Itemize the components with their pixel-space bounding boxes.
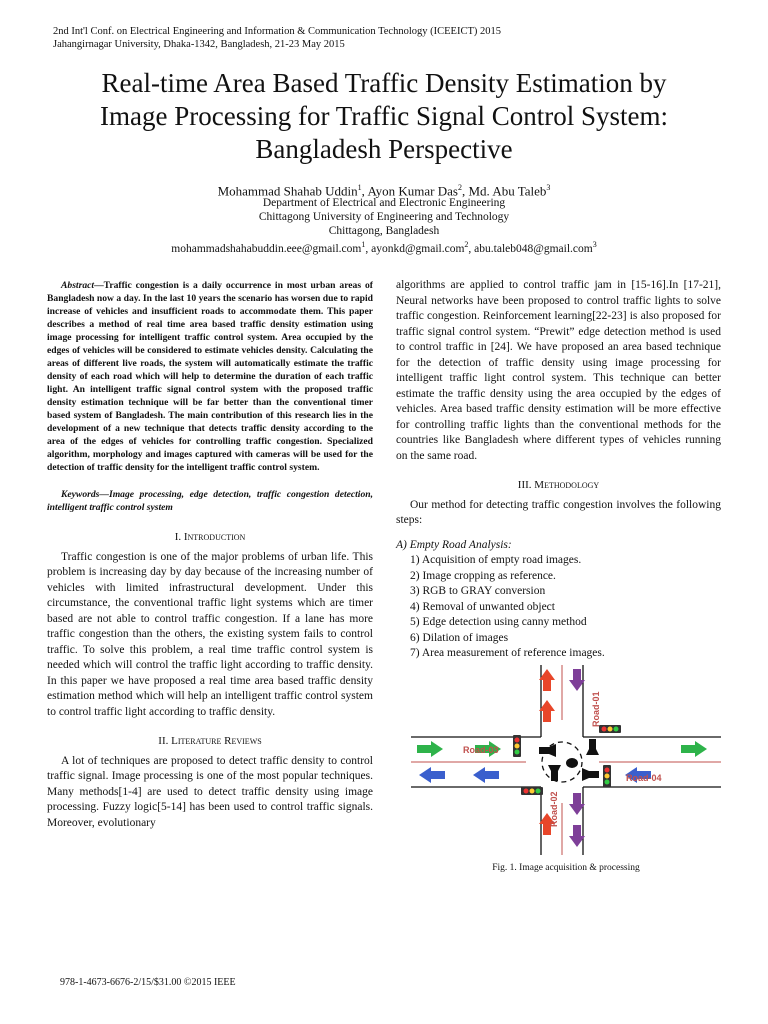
department: Department of Electrical and Electronic Engineering [262,197,506,209]
paper-title [30,67,738,166]
emails: mohammadshahabuddin.eee@gmail.com$^1$, ayonkd@gmail.com$^2$, abu.taleb048@gmail.com$^3$ [171,240,597,255]
email-2-sup: 2 [464,240,469,249]
steps-list [396,553,721,662]
traffic-light-icon [603,765,611,787]
right-column [396,278,721,662]
university: Chittagong University of Engineering and Technology [258,211,510,223]
conference-line-2: Jahangirnagar University, Dhaka-1342, Bangladesh, 21-23 May 2015 [53,39,345,50]
abstract [47,279,373,474]
meth-title: Methodology [534,479,600,491]
email-1: mohammadshahabuddin.eee@gmail.com [171,242,362,255]
affiliation [60,196,708,256]
traffic-light-icon [521,787,543,795]
conference-header [53,25,501,51]
intro-num: I. [174,531,182,543]
subsection-empty-road: A) Empty Road Analysis: [396,538,512,551]
section-heading-methodology [396,478,721,494]
right-arrow-icon [417,741,443,757]
list-item: 3) RGB to GRAY conversion [410,585,546,597]
left-column [47,279,373,831]
traffic-light-icon [513,735,521,757]
literature-paragraph: A lot of techniques are proposed to detect traffic density to control traffic signal. Image processing is one of the most popular techniques. Many methods[1-4] are used to detect traffic density using image processing. Fuzzy logic[5-14] has been used to control traffic signals. Moreover, evolutionary [47,754,373,829]
conference-line-1: 2nd Int'l Conf. on Electrical Engineering and Information & Communication Technology (ICEEICT) 2015 [53,26,501,37]
author-2-sup: 2 [457,183,462,192]
title-line-3: Bangladesh Perspective [255,134,513,164]
author-2: Ayon Kumar Das [367,183,458,199]
intro-title: Introduction [183,531,246,543]
list-item: 2) Image cropping as reference. [410,569,556,582]
road-01-label: Road-01 [591,691,601,727]
left-arrow-icon [473,767,499,783]
keywords [47,488,373,514]
list-item: 6) Dilation of images [410,631,509,644]
author-3-sup: 3 [546,183,551,192]
road-03-label: Road-03 [463,745,499,755]
list-item: 7) Area measurement of reference images. [410,647,605,659]
methodology-paragraph: Our method for detecting traffic congestion involves the following steps: [396,498,721,526]
intersection-figure [411,665,721,855]
abstract-label: Abstract [61,280,95,291]
keywords-label: Keywords— [61,489,109,500]
email-2: ayonkd@gmail.com [371,242,465,255]
road-02-label: Road-02 [549,791,559,827]
abstract-text: Traffic congestion is a daily occurrence in most urban areas of Bangladesh now a day. In the last 10 years the scenario has worsen due to rapid increase of vehicles and insufficient roads to accommodate them. This paper describes a method of real time area based traffic density estimation using image processing for intelligent traffic control system. Area occupied by the edges of vehicles will be considered to estimate vehicles density. Calculating the areas of different live roads, the system will automatically estimate the traffic density of each road which will help to determine the duration of each traffic light. An intelligent traffic signal control system with the proposed traffic density estimation technique will be far better than the conventional timer based system of Bangladesh. The main contribution of this research lies in the development of a new technique that detects traffic density according to the area of the edges of vehicles for controlling traffic congestion. Specialized algorithm, morphology and images captured with cameras will be used for the detection of traffic density for the intelligent traffic control system. [47,280,373,473]
title-line-2: Image Processing for Traffic Signal Control System: [100,101,668,131]
author-list: Mohammad Shahab Uddin$^1$, Ayon Kumar Das$^2$, Md. Abu Taleb$^3$ [217,183,551,199]
road-04-label: Road-04 [626,773,662,783]
email-1-sup: 1 [361,240,366,249]
right-arrow-icon [681,741,707,757]
abstract-dash: — [94,280,104,291]
figure-caption: Fig. 1. Image acquisition & processing [492,863,640,873]
author-1-sup: 1 [357,183,362,192]
email-3-sup: 3 [592,240,597,249]
meth-num: III. [517,479,532,491]
literature-continued: algorithms are applied to control traffic jam in [15-16].In [17-21], Neural networks have been proposed to control traffic lights to solve traffic congestion. Reinforcement learning[22-23] is also proposed for traffic signal control system. “Prewit” edge detection method is used to control traffic in [24]. We have proposed an area based technique for the detection of traffic density using image processing for intelligent traffic light control system. This technique can better estimate the traffic density using the area occupied by the edges of vehicles. Area based traffic density estimation will be more effective for controlling traffic lights than the conventional methods for the countries like Bangladesh where different types of vehicles running on the same road. [396,279,721,462]
city: Chittagong, Bangladesh [328,225,440,237]
email-3: abu.taleb048@gmail.com [474,242,593,255]
keywords-text: Image processing, edge detection, traffic congestion detection, intelligent traffic control system [47,489,373,513]
author-3: Md. Abu Taleb [468,183,547,199]
copyright-footer: 978-1-4673-6676-2/15/$31.00 ©2015 IEEE [60,977,236,988]
list-item: 4) Removal of unwanted object [410,600,555,613]
left-arrow-icon [419,767,445,783]
section-heading-introduction [47,530,373,546]
author-1: Mohammad Shahab Uddin [217,183,358,199]
lit-num: II. [158,735,169,747]
section-heading-literature [47,734,373,750]
intro-paragraph: Traffic congestion is one of the major problems of urban life. This problem is increasing day by day because of the increasing number of vehicles with limited infrastructural development. Under this circumstance, the conventional traffic light systems which are timer based are not able to control traffic congestion. If a lane has more traffic congestion than the others, the existing system fails to control traffic. To solve this problem, a real time traffic control system is needed which will control the traffic light according to traffic density. In this paper we have proposed a real time area based traffic density estimation method which will help an intelligent traffic control system to control traffic light according to traffic density. [47,550,373,718]
list-item: 1) Acquisition of empty road images. [410,554,582,566]
list-item: 5) Edge detection using canny method [410,616,587,628]
lit-title: Literature Reviews [171,735,262,747]
traffic-light-icon [599,725,621,733]
title-line-1: Real-time Area Based Traffic Density Estimation by [101,68,667,98]
